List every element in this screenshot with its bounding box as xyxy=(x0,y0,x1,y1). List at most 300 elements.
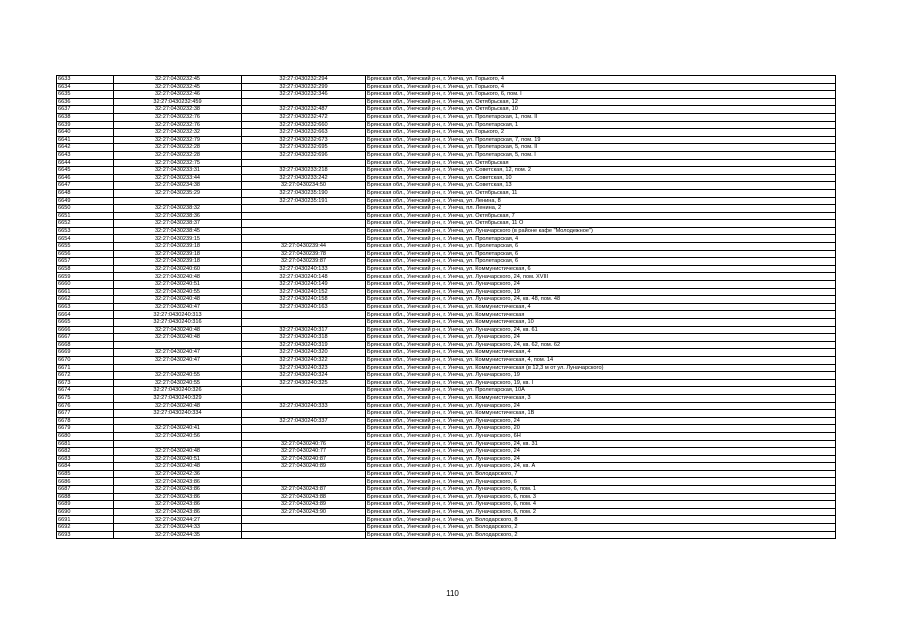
parcel-number-cell: 32:27:0430244:27 xyxy=(114,516,242,524)
parcel-number-cell: 32:27:0430239:18 xyxy=(114,250,242,258)
parcel-number-cell: 32:27:0430240:55 xyxy=(114,288,242,296)
address-cell: Брянская обл., Унечский р-н, г. Унеча, ул. Луначарского, 6, пом. 2 xyxy=(366,508,836,516)
address-cell: Брянская обл., Унечский р-н, г. Унеча, ул. Пролетарская, 5, пом. II xyxy=(366,144,836,152)
table-row xyxy=(57,470,836,478)
row-number-cell: 6648 xyxy=(57,189,114,197)
table-row xyxy=(57,159,836,167)
row-number-cell: 6643 xyxy=(57,151,114,159)
table-row xyxy=(57,463,836,471)
table-row xyxy=(57,319,836,327)
object-number-cell xyxy=(242,531,366,539)
parcel-number-cell: 32:27:0430238:32 xyxy=(114,205,242,213)
address-cell: Брянская обл., Унечский р-н, г. Унеча, ул. Коммунистическая, 4, пом. 14 xyxy=(366,356,836,364)
table-row xyxy=(57,296,836,304)
address-cell: Брянская обл., Унечский р-н, г. Унеча, ул. Советская, 13 xyxy=(366,182,836,190)
row-number-cell: 6640 xyxy=(57,129,114,137)
object-number-cell xyxy=(242,516,366,524)
row-number-cell: 6692 xyxy=(57,524,114,532)
row-number-cell: 6691 xyxy=(57,516,114,524)
object-number-cell: 32:27:0430232:663 xyxy=(242,129,366,137)
parcel-number-cell: 32:27:0430240:48 xyxy=(114,326,242,334)
row-number-cell: 6634 xyxy=(57,83,114,91)
object-number-cell xyxy=(242,524,366,532)
parcel-number-cell: 32:27:0430240:48 xyxy=(114,448,242,456)
address-cell: Брянская обл., Унечский р-н, г. Унеча, ул. Октябрьская, 11 xyxy=(366,189,836,197)
row-number-cell: 6661 xyxy=(57,288,114,296)
address-cell: Брянская обл., Унечский р-н, г. Унеча, ул. Луначарского, 24 xyxy=(366,281,836,289)
address-cell: Брянская обл., Унечский р-н, г. Унеча, ул. Коммунистическая, 6 xyxy=(366,265,836,273)
object-number-cell: 32:27:0430240:163 xyxy=(242,303,366,311)
parcel-number-cell xyxy=(114,197,242,205)
table-body xyxy=(57,76,836,539)
row-number-cell: 6674 xyxy=(57,387,114,395)
address-cell: Брянская обл., Унечский р-н, г. Унеча, ул. Октябрьская xyxy=(366,159,836,167)
parcel-number-cell: 32:27:0430240:334 xyxy=(114,410,242,418)
object-number-cell: 32:27:0430240:77 xyxy=(242,448,366,456)
row-number-cell: 6689 xyxy=(57,501,114,509)
object-number-cell xyxy=(242,319,366,327)
table-row xyxy=(57,455,836,463)
row-number-cell: 6677 xyxy=(57,410,114,418)
object-number-cell: 32:27:0430240:322 xyxy=(242,356,366,364)
address-cell: Брянская обл., Унечский р-н, г. Унеча, ул. Горького, 4 xyxy=(366,76,836,84)
row-number-cell: 6670 xyxy=(57,356,114,364)
row-number-cell: 6660 xyxy=(57,281,114,289)
object-number-cell: 32:27:0430240:158 xyxy=(242,296,366,304)
parcel-number-cell: 32:27:0430234:38 xyxy=(114,182,242,190)
parcel-number-cell: 32:27:0430232:28 xyxy=(114,144,242,152)
row-number-cell: 6686 xyxy=(57,478,114,486)
parcel-number-cell: 32:27:0430232:28 xyxy=(114,151,242,159)
address-cell: Брянская обл., Унечский р-н, г. Унеча, ул. Коммунистическая, 1В xyxy=(366,410,836,418)
object-number-cell: 32:27:0430233:242 xyxy=(242,174,366,182)
table-row xyxy=(57,197,836,205)
parcel-number-cell: 32:27:0430232:76 xyxy=(114,113,242,121)
address-cell: Брянская обл., Унечский р-н, г. Унеча, ул. Луначарского, 24 xyxy=(366,334,836,342)
parcel-number-cell: 32:27:0430244:33 xyxy=(114,524,242,532)
table-row xyxy=(57,387,836,395)
row-number-cell: 6663 xyxy=(57,303,114,311)
table-row xyxy=(57,265,836,273)
table-row xyxy=(57,227,836,235)
address-cell: Брянская обл., Унечский р-н, г. Унеча, ул. Луначарского, 24 xyxy=(366,417,836,425)
table-row xyxy=(57,113,836,121)
table-row xyxy=(57,341,836,349)
table-row xyxy=(57,174,836,182)
table-row xyxy=(57,250,836,258)
address-cell: Брянская обл., Унечский р-н, г. Унеча, ул. Коммунистическая (в 12,3 м от ул. Луначарского) xyxy=(366,364,836,372)
object-number-cell: 32:27:0430235:191 xyxy=(242,197,366,205)
parcel-number-cell: 32:27:0430243:86 xyxy=(114,501,242,509)
table-row xyxy=(57,144,836,152)
table-row xyxy=(57,303,836,311)
address-cell: Брянская обл., Унечский р-н, г. Унеча, ул. Луначарского, 24, кв. 62, пом. 62 xyxy=(366,341,836,349)
row-number-cell: 6685 xyxy=(57,470,114,478)
parcel-number-cell: 32:27:0430240:316 xyxy=(114,319,242,327)
address-cell: Брянская обл., Унечский р-н, г. Унеча, ул. Пролетарская, 5, пом. I xyxy=(366,151,836,159)
table-row xyxy=(57,486,836,494)
page-number: 110 xyxy=(446,589,459,598)
address-cell: Брянская обл., Унечский р-н, г. Унеча, ул. Октябрьская, 11 О xyxy=(366,220,836,228)
table-row xyxy=(57,273,836,281)
parcel-number-cell: 32:27:0430233:31 xyxy=(114,167,242,175)
parcel-number-cell: 32:27:0430232:32 xyxy=(114,129,242,137)
row-number-cell: 6675 xyxy=(57,394,114,402)
row-number-cell: 6667 xyxy=(57,334,114,342)
row-number-cell: 6690 xyxy=(57,508,114,516)
parcel-number-cell: 32:27:0430240:48 xyxy=(114,402,242,410)
parcel-number-cell: 32:27:0430240:51 xyxy=(114,455,242,463)
parcel-number-cell: 32:27:0430238:37 xyxy=(114,220,242,228)
table-row xyxy=(57,167,836,175)
row-number-cell: 6657 xyxy=(57,258,114,266)
address-cell: Брянская обл., Унечский р-н, г. Унеча, ул. Володарского, 2 xyxy=(366,531,836,539)
object-number-cell: 32:27:0430232:299 xyxy=(242,83,366,91)
parcel-number-cell: 32:27:0430232:79 xyxy=(114,136,242,144)
table-row xyxy=(57,417,836,425)
parcel-number-cell: 32:27:0430243:86 xyxy=(114,493,242,501)
parcel-number-cell: 32:27:0430239:18 xyxy=(114,258,242,266)
object-number-cell: 32:27:0430240:324 xyxy=(242,372,366,380)
address-cell: Брянская обл., Унечский р-н, г. Унеча, ул. Коммунистическая, 4 xyxy=(366,349,836,357)
address-cell: Брянская обл., Унечский р-н, г. Унеча, ул. Володарского, 8 xyxy=(366,516,836,524)
object-number-cell: 32:27:0430243:90 xyxy=(242,508,366,516)
address-cell: Брянская обл., Унечский р-н, г. Унеча, пл. Ленина, 2 xyxy=(366,205,836,213)
object-number-cell xyxy=(242,220,366,228)
address-cell: Брянская обл., Унечский р-н, г. Унеча, ул. Советская, 12, пом. 2 xyxy=(366,167,836,175)
row-number-cell: 6669 xyxy=(57,349,114,357)
parcel-number-cell: 32:27:0430240:47 xyxy=(114,349,242,357)
object-number-cell: 32:27:0430243:88 xyxy=(242,493,366,501)
table-row xyxy=(57,212,836,220)
row-number-cell: 6676 xyxy=(57,402,114,410)
object-number-cell xyxy=(242,432,366,440)
parcel-number-cell: 32:27:0430232:76 xyxy=(114,121,242,129)
object-number-cell xyxy=(242,478,366,486)
table-row xyxy=(57,493,836,501)
address-cell: Брянская обл., Унечский р-н, г. Унеча, ул. Луначарского, 6, пом. 3 xyxy=(366,493,836,501)
address-cell: Брянская обл., Унечский р-н, г. Унеча, ул. Луначарского, 24, пом. XVIII xyxy=(366,273,836,281)
row-number-cell: 6641 xyxy=(57,136,114,144)
table-row xyxy=(57,243,836,251)
parcel-number-cell xyxy=(114,341,242,349)
table-row xyxy=(57,394,836,402)
address-cell: Брянская обл., Унечский р-н, г. Унеча, ул. Луначарского, 24 xyxy=(366,448,836,456)
parcel-number-cell: 32:27:0430240:60 xyxy=(114,265,242,273)
row-number-cell: 6662 xyxy=(57,296,114,304)
parcel-number-cell: 32:27:0430240:326 xyxy=(114,387,242,395)
row-number-cell: 6656 xyxy=(57,250,114,258)
object-number-cell: 32:27:0430240:133 xyxy=(242,265,366,273)
table-row xyxy=(57,508,836,516)
table-row xyxy=(57,106,836,114)
object-number-cell xyxy=(242,227,366,235)
row-number-cell: 6651 xyxy=(57,212,114,220)
object-number-cell: 32:27:0430232:346 xyxy=(242,91,366,99)
row-number-cell: 6693 xyxy=(57,531,114,539)
address-cell: Брянская обл., Унечский р-н, г. Унеча, ул. Луначарского, 24, кв. А xyxy=(366,463,836,471)
table-row xyxy=(57,220,836,228)
table-row xyxy=(57,531,836,539)
parcel-number-cell: 32:27:0430240:41 xyxy=(114,425,242,433)
object-number-cell xyxy=(242,425,366,433)
object-number-cell: 32:27:0430240:89 xyxy=(242,463,366,471)
table-row xyxy=(57,524,836,532)
parcel-number-cell: 32:27:0430238:45 xyxy=(114,227,242,235)
object-number-cell: 32:27:0430240:319 xyxy=(242,341,366,349)
address-cell: Брянская обл., Унечский р-н, г. Унеча, ул. Пролетарская, 4 xyxy=(366,235,836,243)
address-cell: Брянская обл., Унечский р-н, г. Унеча, ул. Октябрьская, 7 xyxy=(366,212,836,220)
object-number-cell: 32:27:0430240:76 xyxy=(242,440,366,448)
table-row xyxy=(57,121,836,129)
row-number-cell: 6658 xyxy=(57,265,114,273)
address-cell: Брянская обл., Унечский р-н, г. Унеча, ул. Пролетарская, 1, пом. II xyxy=(366,113,836,121)
parcel-number-cell: 32:27:0430240:48 xyxy=(114,273,242,281)
parcel-number-cell xyxy=(114,364,242,372)
parcel-number-cell: 32:27:0430244:35 xyxy=(114,531,242,539)
object-number-cell: 32:27:0430232:695 xyxy=(242,144,366,152)
object-number-cell: 32:27:0430240:148 xyxy=(242,273,366,281)
address-cell: Брянская обл., Унечский р-н, г. Унеча, ул. Володарского, 2 xyxy=(366,524,836,532)
table-row xyxy=(57,76,836,84)
object-number-cell xyxy=(242,394,366,402)
table-row xyxy=(57,281,836,289)
object-number-cell xyxy=(242,212,366,220)
parcel-number-cell: 32:27:0430240:329 xyxy=(114,394,242,402)
row-number-cell: 6636 xyxy=(57,98,114,106)
object-number-cell: 32:27:0430240:333 xyxy=(242,402,366,410)
parcel-number-cell: 32:27:0430240:55 xyxy=(114,379,242,387)
row-number-cell: 6673 xyxy=(57,379,114,387)
object-number-cell: 32:27:0430234:50 xyxy=(242,182,366,190)
parcel-number-cell: 32:27:0430240:47 xyxy=(114,303,242,311)
address-cell: Брянская обл., Унечский р-н, г. Унеча, ул. Пролетарская, 6 xyxy=(366,258,836,266)
address-cell: Брянская обл., Унечский р-н, г. Унеча, ул. Ленина, 8 xyxy=(366,197,836,205)
row-number-cell: 6671 xyxy=(57,364,114,372)
parcel-number-cell: 32:27:0430243:86 xyxy=(114,478,242,486)
table-row xyxy=(57,478,836,486)
address-cell: Брянская обл., Унечский р-н, г. Унеча, ул. Луначарского, 6 xyxy=(366,478,836,486)
table-row xyxy=(57,182,836,190)
row-number-cell: 6680 xyxy=(57,432,114,440)
row-number-cell: 6637 xyxy=(57,106,114,114)
object-number-cell: 32:27:0430240:152 xyxy=(242,288,366,296)
address-cell: Брянская обл., Унечский р-н, г. Унеча, ул. Коммунистическая, 3 xyxy=(366,394,836,402)
address-cell: Брянская обл., Унечский р-н, г. Унеча, ул. Луначарского, 24, кв. 48, пом. 48 xyxy=(366,296,836,304)
table-row xyxy=(57,440,836,448)
row-number-cell: 6668 xyxy=(57,341,114,349)
row-number-cell: 6655 xyxy=(57,243,114,251)
row-number-cell: 6642 xyxy=(57,144,114,152)
row-number-cell: 6635 xyxy=(57,91,114,99)
address-cell: Брянская обл., Унечский р-н, г. Унеча, ул. Пролетарская, 6 xyxy=(366,243,836,251)
address-cell: Брянская обл., Унечский р-н, г. Унеча, ул. Володарского, 7 xyxy=(366,470,836,478)
parcel-number-cell: 32:27:0430232:459 xyxy=(114,98,242,106)
object-number-cell xyxy=(242,98,366,106)
table-row xyxy=(57,425,836,433)
parcel-number-cell xyxy=(114,417,242,425)
row-number-cell: 6633 xyxy=(57,76,114,84)
object-number-cell xyxy=(242,470,366,478)
address-cell: Брянская обл., Унечский р-н, г. Унеча, ул. Луначарского, 19 xyxy=(366,372,836,380)
object-number-cell: 32:27:0430233:218 xyxy=(242,167,366,175)
object-number-cell xyxy=(242,159,366,167)
cadastral-register-table xyxy=(56,75,836,539)
parcel-number-cell: 32:27:0430240:55 xyxy=(114,372,242,380)
row-number-cell: 6654 xyxy=(57,235,114,243)
object-number-cell xyxy=(242,410,366,418)
object-number-cell: 32:27:0430232:696 xyxy=(242,151,366,159)
object-number-cell: 32:27:0430232:673 xyxy=(242,136,366,144)
address-cell: Брянская обл., Унечский р-н, г. Унеча, ул. Пролетарская, 1 xyxy=(366,121,836,129)
address-cell: Брянская обл., Унечский р-н, г. Унеча, ул. Пролетарская, 6 xyxy=(366,250,836,258)
row-number-cell: 6645 xyxy=(57,167,114,175)
table-row xyxy=(57,136,836,144)
object-number-cell: 32:27:0430240:149 xyxy=(242,281,366,289)
row-number-cell: 6665 xyxy=(57,319,114,327)
address-cell: Брянская обл., Унечский р-н, г. Унеча, ул. Луначарского, 19, кв. I xyxy=(366,379,836,387)
object-number-cell: 32:27:0430243:89 xyxy=(242,501,366,509)
address-cell: Брянская обл., Унечский р-н, г. Унеча, ул. Коммунистическая, 10 xyxy=(366,319,836,327)
address-cell: Брянская обл., Унечский р-н, г. Унеча, ул. Пролетарская, 10А xyxy=(366,387,836,395)
table-row xyxy=(57,410,836,418)
row-number-cell: 6649 xyxy=(57,197,114,205)
row-number-cell: 6659 xyxy=(57,273,114,281)
parcel-number-cell: 32:27:0430239:15 xyxy=(114,235,242,243)
table-row xyxy=(57,356,836,364)
object-number-cell: 32:27:0430232:487 xyxy=(242,106,366,114)
table-row xyxy=(57,372,836,380)
table-row xyxy=(57,349,836,357)
table-row xyxy=(57,448,836,456)
object-number-cell: 32:27:0430240:87 xyxy=(242,455,366,463)
table-row xyxy=(57,91,836,99)
object-number-cell xyxy=(242,235,366,243)
row-number-cell: 6672 xyxy=(57,372,114,380)
row-number-cell: 6684 xyxy=(57,463,114,471)
object-number-cell: 32:27:0430232:660 xyxy=(242,121,366,129)
table-row xyxy=(57,205,836,213)
table-row xyxy=(57,288,836,296)
address-cell: Брянская обл., Унечский р-н, г. Унеча, ул. Луначарского, 20 xyxy=(366,425,836,433)
row-number-cell: 6682 xyxy=(57,448,114,456)
address-cell: Брянская обл., Унечский р-н, г. Унеча, ул. Коммунистическая, 4 xyxy=(366,303,836,311)
row-number-cell: 6664 xyxy=(57,311,114,319)
row-number-cell: 6647 xyxy=(57,182,114,190)
parcel-number-cell: 32:27:0430240:48 xyxy=(114,296,242,304)
parcel-number-cell: 32:27:0430232:46 xyxy=(114,91,242,99)
object-number-cell: 32:27:0430239:44 xyxy=(242,243,366,251)
address-cell: Брянская обл., Унечский р-н, г. Унеча, ул. Коммунистическая xyxy=(366,311,836,319)
table-row xyxy=(57,258,836,266)
row-number-cell: 6681 xyxy=(57,440,114,448)
object-number-cell: 32:27:0430240:325 xyxy=(242,379,366,387)
parcel-number-cell: 32:27:0430232:45 xyxy=(114,76,242,84)
parcel-number-cell: 32:27:0430232:45 xyxy=(114,83,242,91)
row-number-cell: 6639 xyxy=(57,121,114,129)
object-number-cell: 32:27:0430232:294 xyxy=(242,76,366,84)
object-number-cell: 32:27:0430239:87 xyxy=(242,258,366,266)
parcel-number-cell: 32:27:0430240:48 xyxy=(114,463,242,471)
object-number-cell: 32:27:0430240:337 xyxy=(242,417,366,425)
row-number-cell: 6683 xyxy=(57,455,114,463)
parcel-number-cell: 32:27:0430242:36 xyxy=(114,470,242,478)
table-row xyxy=(57,334,836,342)
parcel-number-cell: 32:27:0430235:29 xyxy=(114,189,242,197)
parcel-number-cell: 32:27:0430240:313 xyxy=(114,311,242,319)
table-row xyxy=(57,98,836,106)
row-number-cell: 6666 xyxy=(57,326,114,334)
table-row xyxy=(57,151,836,159)
address-cell: Брянская обл., Унечский р-н, г. Унеча, ул. Луначарского, 6Н xyxy=(366,432,836,440)
parcel-number-cell: 32:27:0430240:51 xyxy=(114,281,242,289)
parcel-number-cell: 32:27:0430232:75 xyxy=(114,159,242,167)
table-row xyxy=(57,379,836,387)
row-number-cell: 6688 xyxy=(57,493,114,501)
address-cell: Брянская обл., Унечский р-н, г. Унеча, ул. Луначарского, 24 xyxy=(366,402,836,410)
table-row xyxy=(57,129,836,137)
parcel-number-cell: 32:27:0430240:47 xyxy=(114,356,242,364)
address-cell: Брянская обл., Унечский р-н, г. Унеча, ул. Луначарского, 24, кв. 61 xyxy=(366,326,836,334)
table-row xyxy=(57,501,836,509)
address-cell: Брянская обл., Унечский р-н, г. Унеча, ул. Пролетарская, 7, пом. 19 xyxy=(366,136,836,144)
table-row xyxy=(57,364,836,372)
row-number-cell: 6653 xyxy=(57,227,114,235)
address-cell: Брянская обл., Унечский р-н, г. Унеча, ул. Луначарского, 24 xyxy=(366,455,836,463)
parcel-number-cell: 32:27:0430232:38 xyxy=(114,106,242,114)
table-row xyxy=(57,189,836,197)
parcel-number-cell xyxy=(114,440,242,448)
address-cell: Брянская обл., Унечский р-н, г. Унеча, ул. Луначарского, 6, пом. 4 xyxy=(366,501,836,509)
address-cell: Брянская обл., Унечский р-н, г. Унеча, ул. Советская, 10 xyxy=(366,174,836,182)
object-number-cell: 32:27:0430240:320 xyxy=(242,349,366,357)
row-number-cell: 6678 xyxy=(57,417,114,425)
address-cell: Брянская обл., Унечский р-н, г. Унеча, ул. Луначарского, 19 xyxy=(366,288,836,296)
table-row xyxy=(57,235,836,243)
address-cell: Брянская обл., Унечский р-н, г. Унеча, ул. Горького, 4 xyxy=(366,83,836,91)
object-number-cell xyxy=(242,311,366,319)
object-number-cell: 32:27:0430243:87 xyxy=(242,486,366,494)
parcel-number-cell: 32:27:0430243:86 xyxy=(114,486,242,494)
row-number-cell: 6646 xyxy=(57,174,114,182)
table-row xyxy=(57,516,836,524)
object-number-cell: 32:27:0430240:318 xyxy=(242,334,366,342)
object-number-cell: 32:27:0430240:317 xyxy=(242,326,366,334)
object-number-cell: 32:27:0430240:323 xyxy=(242,364,366,372)
address-cell: Брянская обл., Унечский р-н, г. Унеча, ул. Луначарского, 6, пом. 1 xyxy=(366,486,836,494)
table-row xyxy=(57,402,836,410)
row-number-cell: 6650 xyxy=(57,205,114,213)
parcel-number-cell: 32:27:0430238:36 xyxy=(114,212,242,220)
object-number-cell: 32:27:0430239:78 xyxy=(242,250,366,258)
address-cell: Брянская обл., Унечский р-н, г. Унеча, ул. Горького, 6, пом. I xyxy=(366,91,836,99)
object-number-cell: 32:27:0430232:472 xyxy=(242,113,366,121)
address-cell: Брянская обл., Унечский р-н, г. Унеча, ул. Горького, 2 xyxy=(366,129,836,137)
row-number-cell: 6679 xyxy=(57,425,114,433)
parcel-number-cell: 32:27:0430233:44 xyxy=(114,174,242,182)
table-row xyxy=(57,432,836,440)
address-cell: Брянская обл., Унечский р-н, г. Унеча, ул. Луначарского (в районе кафе "Молодежное") xyxy=(366,227,836,235)
row-number-cell: 6644 xyxy=(57,159,114,167)
object-number-cell xyxy=(242,205,366,213)
parcel-number-cell: 32:27:0430240:48 xyxy=(114,334,242,342)
parcel-number-cell: 32:27:0430243:86 xyxy=(114,508,242,516)
table-row xyxy=(57,326,836,334)
object-number-cell xyxy=(242,387,366,395)
address-cell: Брянская обл., Унечский р-н, г. Унеча, ул. Октябрьская, 10 xyxy=(366,106,836,114)
row-number-cell: 6687 xyxy=(57,486,114,494)
table-row xyxy=(57,83,836,91)
